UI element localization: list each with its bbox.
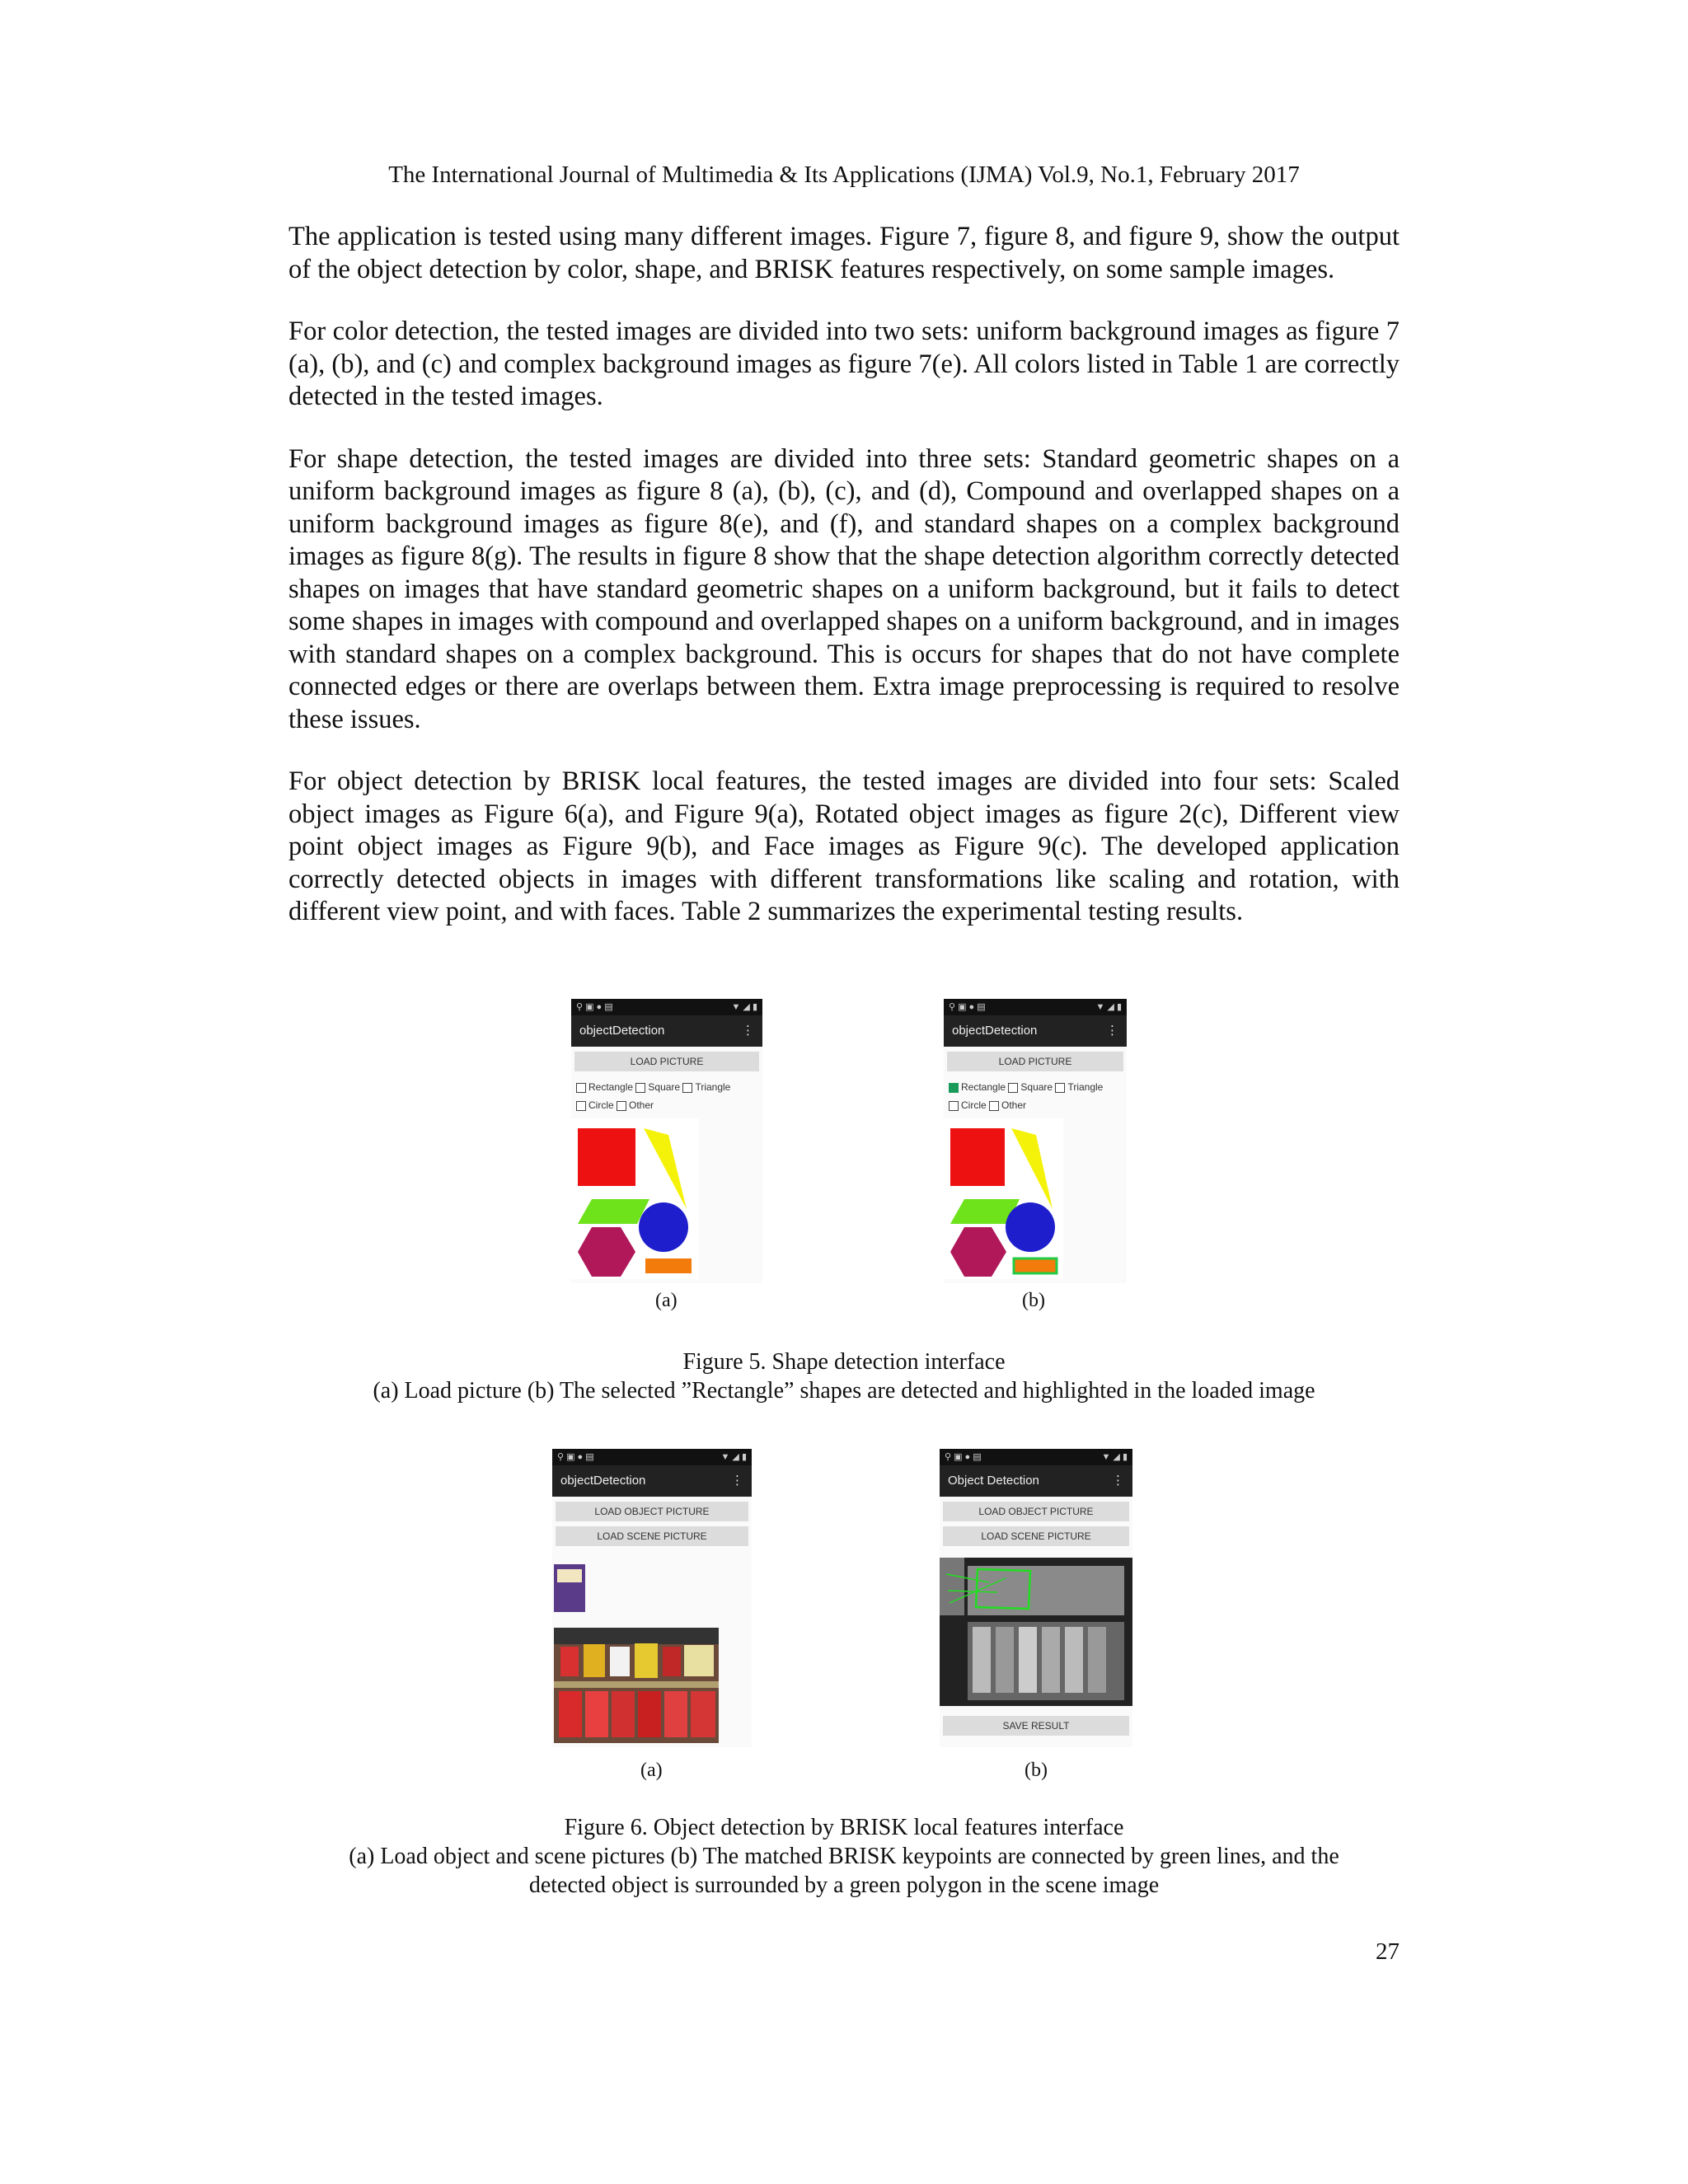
checkbox-circle[interactable] <box>576 1101 586 1111</box>
object-and-scene-images <box>552 1558 752 1747</box>
status-bar: ⚲ ▣ ● ▤ ▼ ◢ ▮ <box>940 1449 1132 1465</box>
shape-options: Rectangle Square Triangle Circle Other <box>571 1076 762 1116</box>
app-bar <box>944 1015 1127 1047</box>
load-scene-picture-button[interactable]: LOAD SCENE PICTURE <box>556 1526 748 1546</box>
load-object-picture-button[interactable]: LOAD OBJECT PICTURE <box>556 1502 748 1521</box>
overflow-menu-icon: ⋮ <box>1112 1474 1124 1488</box>
app-title: objectDetection <box>579 1024 665 1038</box>
paragraph-3: For shape detection, the tested images are divided into three sets: Standard geometric shapes on a uniform background images as figure 8 (a), (b), (c), and (d), Compound and overlapped shapes on a uniform background images as figure 8(e), and (f), and standard shapes on a complex background images as figure 8(g). The results in figure 8 show that the shape detection algorithm correctly detected shapes on images that have standard geometric shapes on a uniform background, but it fails to detect some shapes in images with compound and overlapped shapes on a uniform background, and in images with standard shapes on a complex background. This is occurs for shapes that do not have complete connected edges or there are overlaps between them. Extra image preprocessing is required to resolve these issues. <box>288 443 1400 734</box>
overflow-menu-icon: ⋮ <box>731 1474 743 1488</box>
body-text <box>288 221 1400 958</box>
paragraph-4: For object detection by BRISK local features, the tested images are divided into four sets: Scaled object images as Figure 6(a), and Figure 9(a), Rotated object images as figure 2(c), Different view point object images as Figure 9(b), and Face images as Figure 9(c). The developed application correctly detected objects in images with different transformations like scaling and rotation, with different view point, and with faces. Table 2 summarizes the experimental testing results. <box>288 766 1400 926</box>
figure6b-screen <box>940 1449 1132 1747</box>
app-title: objectDetection <box>560 1474 646 1488</box>
figure5b-label: (b) <box>1022 1290 1045 1311</box>
overflow-menu-icon: ⋮ <box>742 1024 754 1038</box>
paragraph-2: For color detection, the tested images are divided into two sets: uniform background images as figure 7 (a), (b), and (c) and complex background images as figure 7(e). All colors listed in Table 1 are correctly detected in the tested images. <box>288 316 1400 411</box>
status-bar: ⚲ ▣ ● ▤ ▼ ◢ ▮ <box>944 999 1127 1015</box>
overflow-menu-icon: ⋮ <box>1106 1024 1118 1038</box>
load-scene-picture-button[interactable]: LOAD SCENE PICTURE <box>943 1526 1129 1546</box>
checkbox-other[interactable] <box>989 1101 999 1111</box>
figure5b-screen <box>944 999 1127 1283</box>
load-object-picture-button[interactable]: LOAD OBJECT PICTURE <box>943 1502 1129 1521</box>
app-title: objectDetection <box>952 1024 1038 1038</box>
figure6-caption <box>272 1813 1416 1900</box>
paragraph-1: The application is tested using many different images. Figure 7, figure 8, and figure 9, show the output of the object detection by color, shape, and BRISK features respectively, on some sample images. <box>288 222 1400 284</box>
figure6a-label: (a) <box>640 1760 663 1781</box>
load-picture-button[interactable]: LOAD PICTURE <box>574 1052 759 1071</box>
figure5a-label: (a) <box>655 1290 678 1311</box>
shapes-image-highlighted <box>944 1118 1127 1283</box>
figure6-caption-desc: (a) Load object and scene pictures (b) The matched BRISK keypoints are connected by green lines, and the <box>349 1844 1339 1869</box>
figure5-caption <box>272 1347 1416 1405</box>
checkbox-triangle[interactable] <box>1055 1083 1065 1093</box>
page-number: 27 <box>1376 1938 1400 1965</box>
figure6-caption-desc-2: detected object is surrounded by a green polygon in the scene image <box>528 1872 1160 1898</box>
checkbox-other[interactable] <box>617 1101 626 1111</box>
app-bar <box>552 1465 752 1497</box>
matched-keypoints-image <box>940 1558 1132 1706</box>
figure6b-label: (b) <box>1025 1760 1048 1781</box>
figure5-caption-title: Figure 5. Shape detection interface <box>682 1349 1006 1375</box>
load-picture-button[interactable]: LOAD PICTURE <box>947 1052 1123 1071</box>
app-title: Object Detection <box>948 1474 1039 1488</box>
checkbox-triangle[interactable] <box>682 1083 692 1093</box>
checkbox-circle[interactable] <box>949 1101 959 1111</box>
checkbox-rectangle[interactable] <box>949 1083 959 1093</box>
checkbox-square[interactable] <box>635 1083 645 1093</box>
app-bar <box>940 1465 1132 1497</box>
figure6-caption-title: Figure 6. Object detection by BRISK local features interface <box>564 1815 1124 1840</box>
status-bar: ⚲ ▣ ● ▤ ▼ ◢ ▮ <box>552 1449 752 1465</box>
figure5-caption-desc: (a) Load picture (b) The selected ”Rectangle” shapes are detected and highlighted in the loaded image <box>373 1378 1315 1404</box>
figure5a-screen <box>571 999 762 1283</box>
status-bar: ⚲ ▣ ● ▤ ▼ ◢ ▮ <box>571 999 762 1015</box>
figure6a-screen <box>552 1449 752 1747</box>
running-header: The International Journal of Multimedia & Its Applications (IJMA) Vol.9, No.1, February 2017 <box>388 162 1300 188</box>
checkbox-square[interactable] <box>1008 1083 1018 1093</box>
checkbox-rectangle[interactable] <box>576 1083 586 1093</box>
app-bar <box>571 1015 762 1047</box>
shape-options: Rectangle Square Triangle Circle Other <box>944 1076 1127 1116</box>
save-result-button[interactable]: SAVE RESULT <box>943 1716 1129 1736</box>
shapes-image <box>571 1118 762 1283</box>
